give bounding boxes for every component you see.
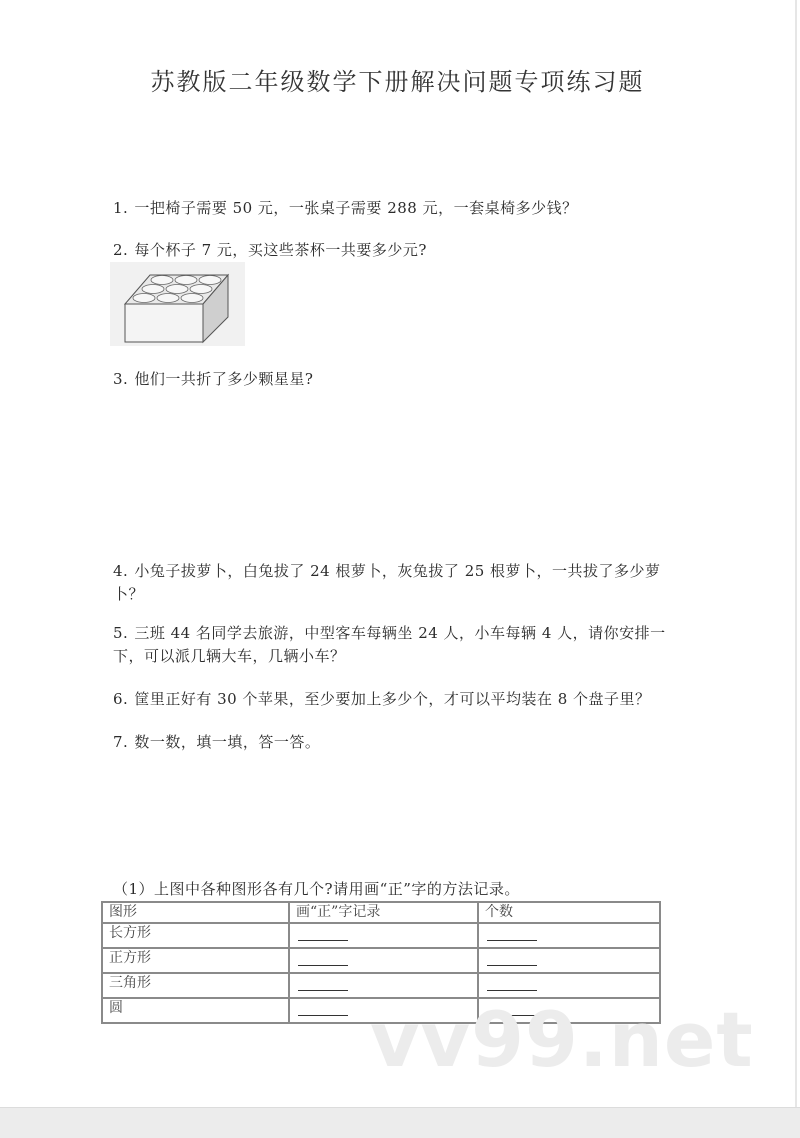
tally-blank[interactable] [298,949,348,966]
tally-blank[interactable] [298,974,348,991]
question-7 [113,731,683,753]
count-cell[interactable] [478,998,660,1023]
table-header-row [102,902,660,923]
shape-cell: 圆 [102,998,289,1023]
count-blank[interactable] [487,949,537,966]
shape-cell: 三角形 [102,973,289,998]
watermark: vv99.net [370,995,754,1084]
question-text: 三班 44 名同学去旅游，中型客车每辆坐 24 人，小车每辆 4 人，请你安排一下，可以派几辆大车，几辆小车？ [113,624,666,665]
table-row [102,998,660,1023]
question-number: 4. [113,562,129,580]
question-number: 1. [113,199,129,217]
question-3 [113,368,683,390]
question-6 [113,688,683,710]
question-text: 小兔子拔萝卜，白兔拔了 24 根萝卜，灰兔拔了 25 根萝卜，一共拔了多少萝卜？ [113,562,661,603]
tally-cell[interactable] [289,923,478,948]
tally-table [101,901,661,1024]
header-tally: 画“正”字记录 [289,902,478,923]
question-number: 5. [113,624,129,642]
header-shape: 图形 [102,902,289,923]
table-row [102,923,660,948]
count-blank[interactable] [487,999,537,1016]
question-number: 3. [113,370,129,388]
tally-cell[interactable] [289,998,478,1023]
page-bottom-edge [0,1107,800,1138]
count-blank[interactable] [487,924,537,941]
count-cell[interactable] [478,948,660,973]
tally-blank[interactable] [298,924,348,941]
teacup-box-icon [110,262,245,346]
count-cell[interactable] [478,973,660,998]
question-text: 数一数，填一填，答一答。 [134,733,321,751]
question-number: 2. [113,241,129,259]
shape-cell: 长方形 [102,923,289,948]
question-1 [113,197,683,219]
tally-cell[interactable] [289,973,478,998]
table-row [102,948,660,973]
question-text: 每个杯子 7 元，买这些茶杯一共要多少元? [134,241,427,259]
page-title: 苏教版二年级数学下册解决问题专项练习题 [150,68,645,96]
question-text: 一把椅子需要 50 元，一张桌子需要 288 元，一套桌椅多少钱？ [134,199,578,217]
tally-cell[interactable] [289,948,478,973]
teacup-box-image [110,262,245,346]
question-2 [113,239,683,261]
question-number: 6. [113,690,129,708]
question-4 [113,560,683,606]
table-row [102,973,660,998]
question-text: 他们一共折了多少颗星星? [134,370,314,388]
tally-blank[interactable] [298,999,348,1016]
header-count: 个数 [478,902,660,923]
shape-cell: 正方形 [102,948,289,973]
count-cell[interactable] [478,923,660,948]
question-text: 筐里正好有 30 个苹果，至少要加上多少个，才可以平均装在 8 个盘子里？ [134,690,651,708]
count-blank[interactable] [487,974,537,991]
question-number: 7. [113,733,129,751]
subquestion-1: （1）上图中各种图形各有几个?请用画“正”字的方法记录。 [113,880,520,898]
question-5 [113,622,683,668]
